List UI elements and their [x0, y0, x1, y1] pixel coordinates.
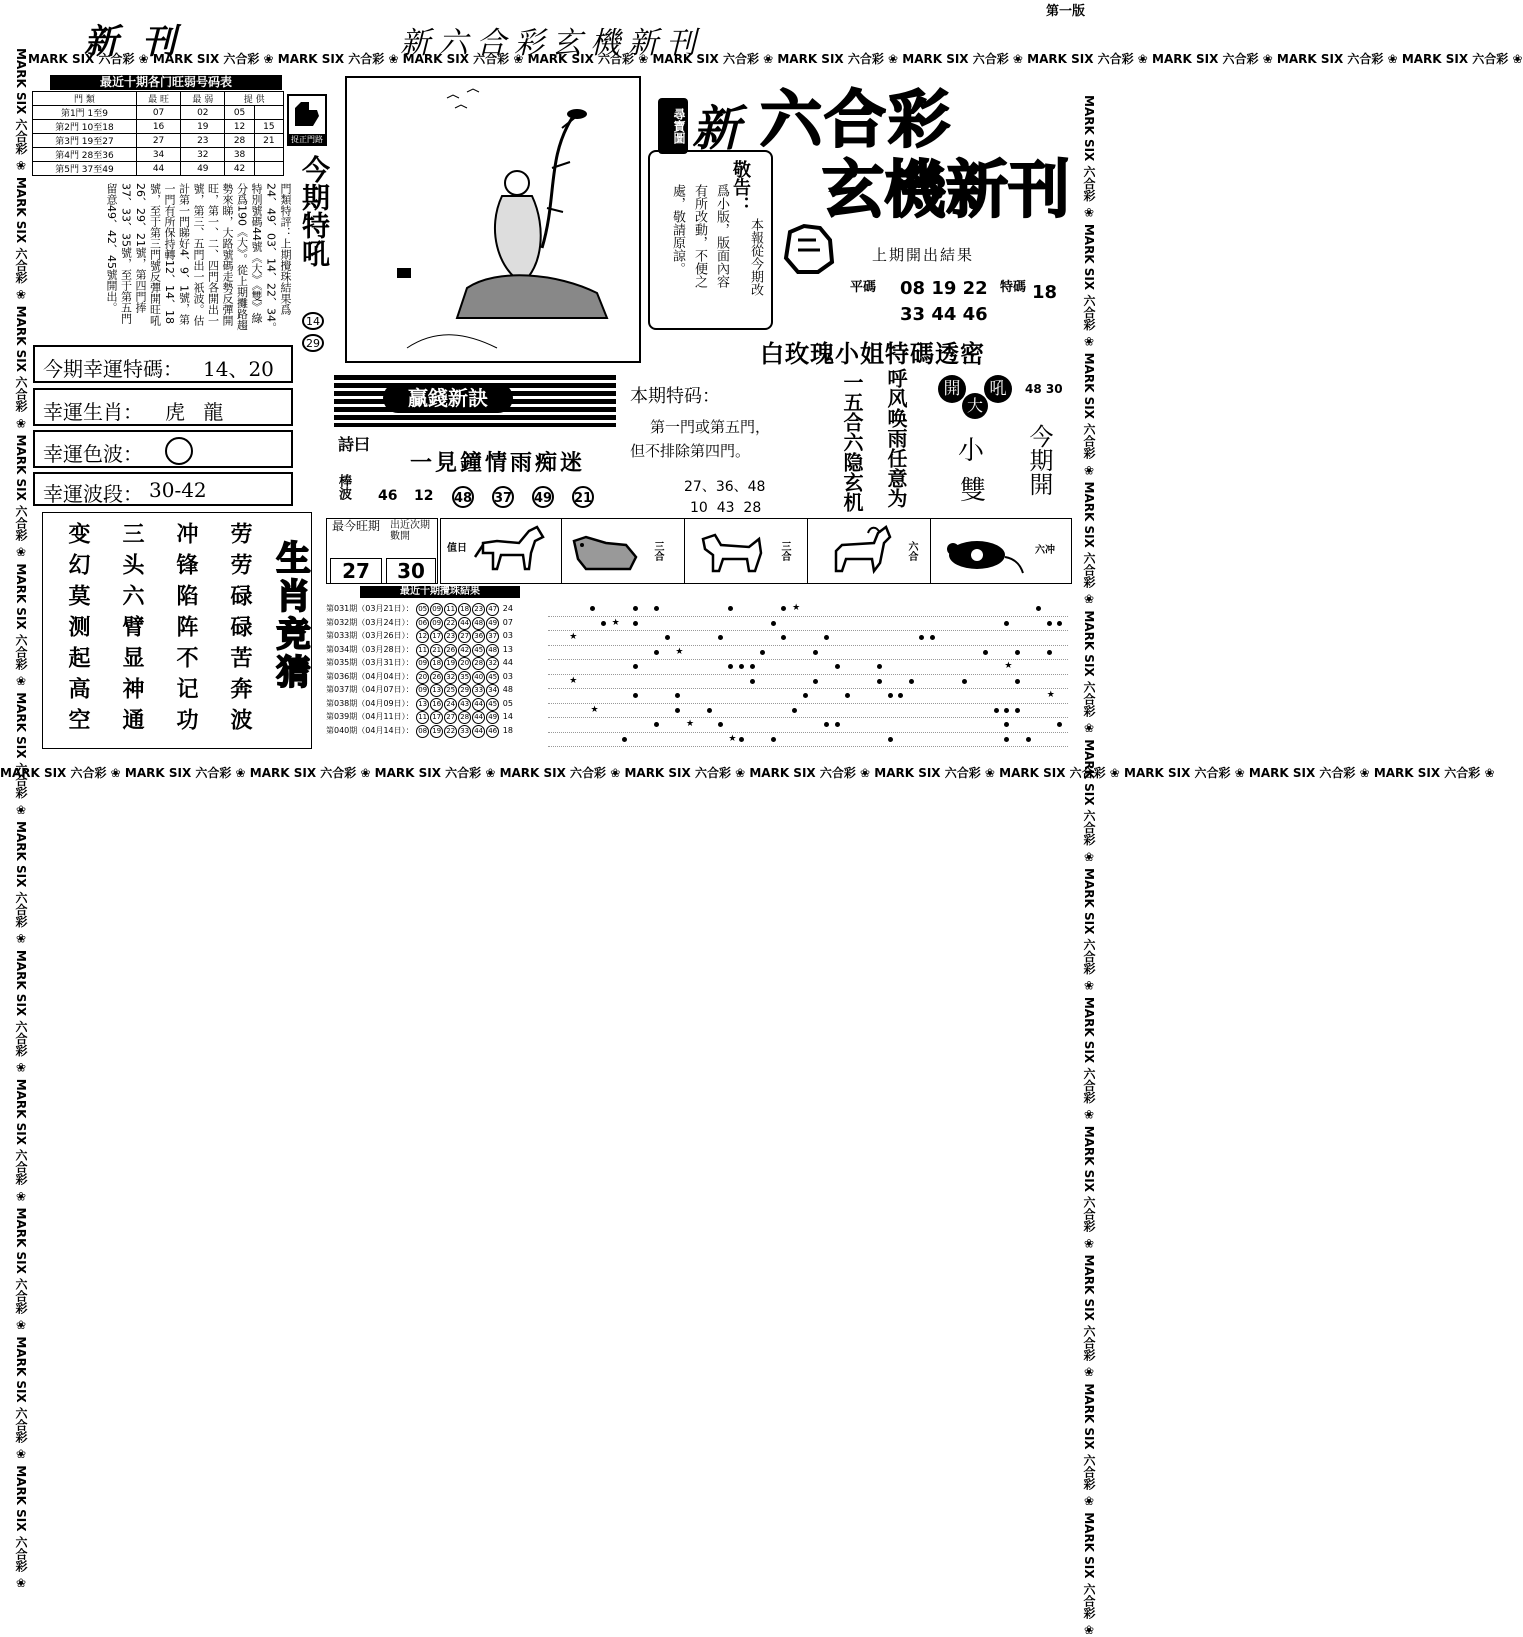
dot-row: [548, 689, 1068, 704]
this-special-line-2: 但不排除第四門。: [630, 442, 751, 460]
rose-title: 白玫瑰小姐特碼透密: [760, 340, 985, 368]
number-dot: [675, 708, 680, 713]
lucky-zodiac-value: 虎 龍: [165, 400, 230, 424]
number-dot: [877, 664, 882, 669]
number-dot: [1036, 606, 1041, 611]
headline-ball-2: 29: [302, 332, 324, 352]
number-dot: [781, 635, 786, 640]
number-dot: [1004, 722, 1009, 727]
small-logo: 新 刊: [84, 22, 182, 62]
dot-row: [548, 660, 1068, 675]
guess-title: 生肖竞猜: [270, 540, 310, 692]
lucky-range-label: 幸運波段：: [43, 482, 143, 506]
hand-icon: [289, 96, 325, 130]
number-dot: [622, 737, 627, 742]
brand-hand-icon: [780, 218, 840, 276]
hot-value-1: 27: [330, 558, 382, 584]
notice-title: 敬告：: [730, 160, 751, 214]
history-list: [326, 602, 546, 737]
this-special-nums-2: 10 43 28: [690, 500, 762, 516]
number-dot: [1015, 708, 1020, 713]
door-table-title: 最近十期各门旺弱号码表: [50, 75, 282, 90]
lucky-zodiac-label: 幸運生肖：: [43, 400, 143, 424]
animal-cell: 六冲: [931, 519, 1071, 583]
stick-ball-1: 48: [452, 486, 474, 508]
hot-value-2: 30: [386, 558, 436, 584]
this-special-line-1: 第一門或第五門，: [650, 418, 771, 436]
number-dot: [1047, 621, 1052, 626]
number-dot: [718, 722, 723, 727]
lucky-special-label: 今期幸運特碼：: [43, 357, 183, 381]
number-dot: [760, 650, 765, 655]
table-row: 第3門 19至27 27 23 28 21: [33, 134, 284, 148]
open-circle-3: 吼: [984, 375, 1012, 403]
flat-numbers: 08 19 22: [900, 278, 988, 299]
stick-label: 棒波: [336, 474, 351, 500]
stick-ball-4: 21: [572, 486, 594, 508]
number-dot: [633, 606, 638, 611]
number-dot: [654, 722, 659, 727]
history-title: 最近十期攪珠結果: [360, 586, 520, 598]
number-dot: [845, 693, 850, 698]
open-numbers: 48 30: [1025, 382, 1063, 396]
list-item: 第033期（03月26日）： 12 17 23 27 36 37 03: [326, 629, 546, 643]
number-dot: [1015, 679, 1020, 684]
last-result-label: 上期開出結果: [872, 246, 975, 264]
number-dot: [813, 679, 818, 684]
rat-icon: [935, 523, 1025, 579]
number-dot: [803, 693, 808, 698]
lucky-color-box: [33, 430, 293, 468]
rose-col-1: 一五合六隐玄机: [840, 372, 864, 512]
special-star-mark: ★: [569, 632, 578, 642]
lucky-range-box: [33, 472, 293, 506]
tiger-icon: [566, 523, 646, 579]
brand-line-1: 六合彩: [760, 83, 953, 156]
special-star-mark: ★: [728, 733, 737, 744]
notice-line-4: 處，敬請原諒。: [670, 184, 685, 275]
horse-icon: [471, 523, 551, 579]
rose-col-2: 呼风唤雨任意为: [884, 368, 908, 508]
number-dot: [930, 635, 935, 640]
hot-label-1: 最今旺期: [332, 519, 381, 533]
rose-small: 小: [958, 436, 985, 466]
number-dot: [898, 693, 903, 698]
list-item: 第031期（03月21日）： 05 09 11 18 23 47 24: [326, 602, 546, 616]
rose-double: 雙: [960, 476, 987, 506]
number-dot: [739, 664, 744, 669]
goat-icon: [818, 523, 898, 579]
color-circle-icon: [165, 437, 193, 465]
list-item: 第037期（04月07日）： 09 13 25 29 33 34 48: [326, 683, 546, 697]
number-dot: [962, 679, 967, 684]
stick-plain-2: 12: [414, 488, 434, 504]
special-star-mark: ★: [1046, 690, 1055, 700]
list-item: 第036期（04月04日）： 20 26 32 35 40 45 03: [326, 670, 546, 684]
special-star-mark: ★: [590, 704, 599, 715]
notice-line-3: 有所改動，不便之: [692, 184, 707, 288]
number-dot: [1057, 722, 1062, 727]
flat-label: 平碼: [850, 280, 877, 295]
number-dot: [1004, 621, 1009, 626]
headline-ball-1: 14: [302, 310, 324, 330]
number-dot: [888, 737, 893, 742]
dot-row: [548, 646, 1068, 661]
special-number: 18: [1032, 282, 1058, 303]
animal-cell: 值日: [441, 519, 562, 583]
number-dot: [633, 664, 638, 669]
open-circle-2: 大: [962, 393, 988, 419]
door-badge-label: 捉正門路: [291, 135, 323, 144]
special-star-mark: ★: [675, 646, 684, 657]
number-dot: [909, 679, 914, 684]
lucky-color-label: 幸運色波：: [43, 442, 143, 466]
stick-ball-3: 49: [532, 486, 554, 508]
special-star-mark: ★: [685, 719, 695, 729]
table-row: 第5門 37至49 44 49 42: [33, 162, 284, 176]
notice-line-1: 本報從今期改: [748, 218, 763, 296]
number-dot: [771, 737, 776, 742]
special-star-mark: ★: [569, 675, 578, 686]
special-star-mark: ★: [611, 617, 620, 628]
number-dot: [707, 708, 712, 713]
special-star-mark: ★: [1004, 661, 1013, 671]
number-dot: [654, 650, 659, 655]
dot-row: [548, 733, 1068, 748]
number-dot: [633, 693, 638, 698]
guess-col-2: 冲锋陷阵不记功: [173, 522, 198, 739]
header-hot: 最 旺: [136, 92, 180, 106]
number-dot: [750, 679, 755, 684]
list-item: 第038期（04月09日）： 13 16 24 43 44 45 05: [326, 697, 546, 711]
history-dot-grid: [548, 602, 1068, 747]
door-table: [32, 91, 284, 176]
lucky-range-value: 30-42: [149, 478, 207, 502]
bottom-band: MARK SIX 六合彩 ❀ MARK SIX 六合彩 ❀ MARK SIX 六合彩 ❀ MARK SIX 六合彩 ❀ MARK SIX 六合彩 ❀ MARK SIX 六合彩 ❀ MARK SIX 六合彩 ❀ MARK SIX 六合彩 ❀ MARK SIX 六合彩 ❀ MARK SIX 六合彩 ❀ MARK SIX 六合彩 ❀ MARK SIX 六合彩 ❀: [0, 766, 1495, 780]
rose-this-open: 今期開: [1025, 424, 1053, 496]
number-dot: [835, 722, 840, 727]
poem-text: 一見鐘情雨痴迷: [410, 450, 586, 476]
number-dot: [1026, 737, 1031, 742]
number-dot: [824, 635, 829, 640]
brand-seek: 尋寶圖: [658, 98, 688, 154]
headline-vertical: 今期特吼: [298, 155, 331, 267]
number-dot: [675, 693, 680, 698]
animal-cell: 六合: [808, 519, 931, 583]
number-dot: [728, 606, 733, 611]
number-dot: [877, 679, 882, 684]
number-dot: [739, 737, 744, 742]
guess-col-1: 劳劳碌碌苦奔波: [227, 522, 252, 739]
lucky-special-box: [33, 345, 293, 383]
header-door: 門 類: [33, 92, 137, 106]
lucky-special-value: 14、20: [203, 357, 274, 381]
number-dot: [665, 635, 670, 640]
number-dot: [728, 664, 733, 669]
number-dot: [771, 621, 776, 626]
list-item: 第035期（03月31日）： 09 18 19 20 28 32 44: [326, 656, 546, 670]
list-item: 第040期（04月14日）： 08 19 22 33 44 46 18: [326, 724, 546, 738]
edition-label: 第一版: [1045, 4, 1085, 19]
hot-label-2: 出近次期數開: [390, 520, 430, 542]
header-weak: 最 弱: [181, 92, 225, 106]
right-band: MARK SIX 六合彩 ❀ MARK SIX 六合彩 ❀ MARK SIX 六合彩 ❀ MARK SIX 六合彩 ❀ MARK SIX 六合彩 ❀ MARK SIX 六合彩 ❀ MARK SIX 六合彩 ❀ MARK SIX 六合彩 ❀ MARK SIX 六合彩 ❀ MARK SIX 六合彩 ❀ MARK SIX 六合彩 ❀ MARK SIX 六合彩 ❀: [1082, 95, 1096, 1637]
dog-icon: [693, 523, 773, 579]
dot-row: [548, 631, 1068, 646]
special-star-mark: ★: [792, 603, 801, 613]
number-dot: [919, 635, 924, 640]
number-dot: [1015, 650, 1020, 655]
number-dot: [1047, 650, 1052, 655]
number-dot: [633, 621, 638, 626]
notice-line-2: 爲小版，版面內容: [714, 184, 729, 288]
guess-col-3: 三头六臂显神通: [119, 522, 144, 739]
open-circle-1: 開: [938, 375, 966, 403]
dot-row: [548, 718, 1068, 733]
number-dot: [824, 722, 829, 727]
sage-illustration: [347, 78, 639, 361]
number-dot: [590, 606, 595, 611]
list-item: 第032期（03月24日）： 06 09 22 44 48 49 07: [326, 616, 546, 630]
number-dot: [813, 650, 818, 655]
this-special-title: 本期特码：: [630, 386, 720, 407]
brand-xin: 新: [692, 101, 741, 157]
header-offer: 提 供: [225, 92, 284, 106]
number-dot: [1004, 708, 1009, 713]
number-dot: [1004, 737, 1009, 742]
number-dot: [1057, 621, 1062, 626]
stick-ball-2: 37: [492, 486, 514, 508]
dot-row: [548, 704, 1068, 719]
number-dot: [781, 606, 786, 611]
dot-row: [548, 602, 1068, 617]
guess-col-4: 变幻莫测起高空: [65, 522, 90, 739]
list-item: 第039期（04月11日）： 11 17 27 28 44 49 14: [326, 710, 546, 724]
door-badge: [287, 94, 327, 146]
animal-cell: 三合: [685, 519, 808, 583]
special-label: 特碼: [1000, 280, 1027, 295]
table-row: 第1門 1至9 07 02 05: [33, 106, 284, 120]
number-dot: [718, 635, 723, 640]
left-band: MARK SIX 六合彩 ❀ MARK SIX 六合彩 ❀ MARK SIX 六合彩 ❀ MARK SIX 六合彩 ❀ MARK SIX 六合彩 ❀ MARK SIX 六合彩 ❀ MARK SIX 六合彩 ❀ MARK SIX 六合彩 ❀ MARK SIX 六合彩 ❀ MARK SIX 六合彩 ❀ MARK SIX 六合彩 ❀ MARK SIX 六合彩 ❀: [14, 48, 28, 1590]
animal-cell: 三合: [562, 519, 685, 583]
number-dot: [750, 664, 755, 669]
top-band: MARK SIX 六合彩 ❀ MARK SIX 六合彩 ❀ MARK SIX 六合彩 ❀ MARK SIX 六合彩 ❀ MARK SIX 六合彩 ❀ MARK SIX 六合彩 ❀ MARK SIX 六合彩 ❀ MARK SIX 六合彩 ❀ MARK SIX 六合彩 ❀ MARK SIX 六合彩 ❀ MARK SIX 六合彩 ❀ MARK SIX 六合彩 ❀: [28, 52, 1523, 66]
commentary-text: 門類特評：上期攪珠結果爲24、49、03、14、22、34。特別號碼44號《大》《雙》綠分爲190《大》。從上期攤路趨勢來睇，大路號碼走勢反彈開旺，第一、二、四門各開出一號，第三、五門出一祇波。估計第一門睇好4、9、1號，第一門有所保持轉12、14、18號，至于第三門號反彈開旺吼26、29、21號，第四門捧37、33、35號，至于第五門留意49、42、45號開出。: [105, 183, 292, 333]
banner-label: 贏錢新訣: [383, 383, 513, 413]
poem-label: 詩曰: [338, 435, 371, 454]
this-special-nums-1: 27、36、48: [684, 479, 766, 495]
number-dot: [888, 693, 893, 698]
number-dot: [994, 708, 999, 713]
brand-line-2: 玄機新刊: [822, 153, 1071, 226]
list-item: 第034期（03月28日）： 11 21 26 42 45 48 13: [326, 643, 546, 657]
stick-plain-1: 46: [378, 488, 398, 504]
masthead-title: 新六合彩玄機新刊: [400, 26, 704, 61]
dot-row: [548, 617, 1068, 632]
illustration-frame: [345, 76, 641, 363]
number-dot: [835, 664, 840, 669]
number-dot: [654, 606, 659, 611]
lucky-zodiac-box: [33, 388, 293, 426]
table-row: 第2門 10至18 16 19 12 15: [33, 120, 284, 134]
number-dot: [792, 708, 797, 713]
number-dot: [601, 621, 606, 626]
number-dot: [983, 650, 988, 655]
dot-row: [548, 675, 1068, 690]
table-row: 第4門 28至36 34 32 38: [33, 148, 284, 162]
flat-numbers-2: 33 44 46: [900, 304, 988, 325]
